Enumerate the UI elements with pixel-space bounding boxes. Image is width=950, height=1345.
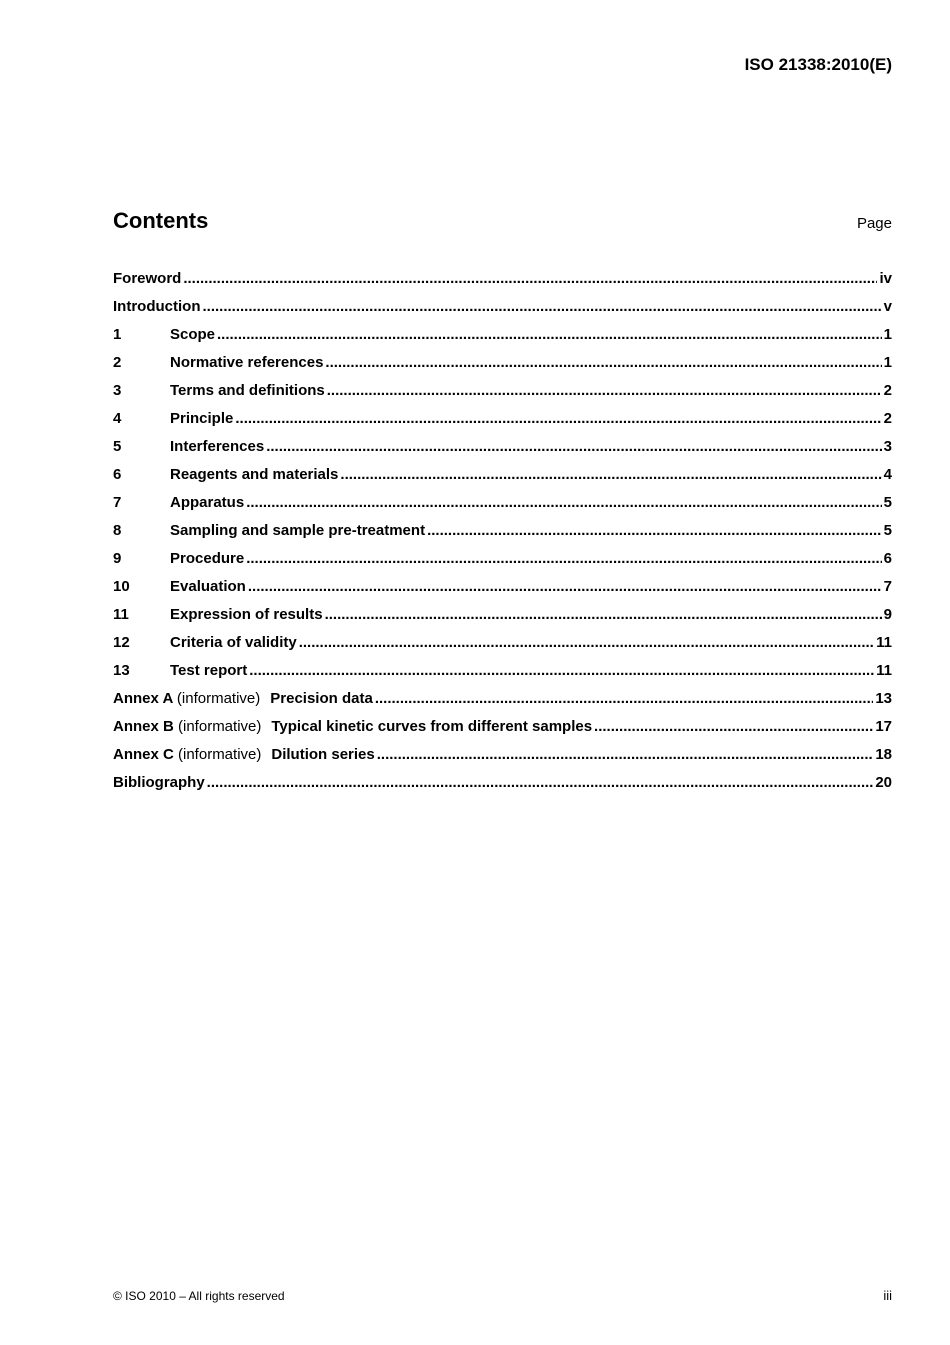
toc-entry-number: 9 [113,550,122,567]
toc-entry-title: Typical kinetic curves from different samples [271,718,593,735]
toc-dot-leader [246,489,881,517]
toc-entry-page: 17 [875,718,892,735]
toc-entry-introduction[interactable] [113,293,892,321]
toc-dot-leader [202,293,881,321]
toc-entry-title: Criteria of validity [170,634,297,651]
toc-entry-criteria-of-validity[interactable] [113,629,892,657]
toc-annex-prefix [113,685,260,713]
toc-entry-interferences[interactable] [113,433,892,461]
toc-entry-terms-and-definitions[interactable] [113,377,892,405]
toc-entry-annex-b[interactable] [113,713,892,741]
toc-dot-leader [249,657,874,685]
toc-entry-number: 11 [113,606,129,623]
toc-dot-leader [266,433,881,461]
toc-entry-page: 1 [883,326,892,343]
toc-entry-bibliography[interactable] [113,769,892,797]
toc-entry-annex-a[interactable] [113,685,892,713]
toc-dot-leader [325,349,881,377]
toc-entry-title: Foreword [113,270,182,287]
toc-entry-title: Apparatus [170,494,245,511]
toc-entry-scope[interactable] [113,321,892,349]
toc-entry-title: Principle [170,410,234,427]
toc-entry-annex-c[interactable] [113,741,892,769]
toc-entry-expression-of-results[interactable] [113,601,892,629]
toc-entry-foreword[interactable] [113,265,892,293]
toc-dot-leader [246,545,881,573]
toc-entry-number: 5 [113,438,122,455]
toc-dot-leader [207,769,874,797]
toc-entry-number: 1 [113,326,122,343]
footer-page-number: iii [883,1288,892,1303]
toc-entry-test-report[interactable] [113,657,892,685]
toc-annex-label: Annex B [113,718,174,735]
toc-entry-page: 13 [875,690,892,707]
toc-entry-procedure[interactable] [113,545,892,573]
toc-annex-prefix [113,741,261,769]
toc-entry-number: 3 [113,382,122,399]
toc-annex-type: (informative) [176,690,261,707]
toc-dot-leader [325,601,882,629]
toc-entry-page: 3 [883,438,892,455]
toc-annex-label: Annex C [113,746,174,763]
toc-entry-page: 18 [875,746,892,763]
toc-entry-title: Dilution series [271,746,375,763]
toc-entry-title: Expression of results [170,606,323,623]
toc-entry-page: 5 [883,522,892,539]
toc-dot-leader [375,685,874,713]
toc-entry-title: Terms and definitions [170,382,325,399]
footer-copyright: © ISO 2010 – All rights reserved [113,1289,285,1303]
toc-entry-title: Interferences [170,438,265,455]
toc-entry-number: 10 [113,578,130,595]
toc-entry-page: v [883,298,892,315]
toc-dot-leader [299,629,874,657]
toc-dot-leader [594,713,873,741]
toc-entry-page: 20 [875,774,892,791]
toc-entry-principle[interactable] [113,405,892,433]
toc-entry-page: 4 [883,466,892,483]
contents-heading: Contents [113,208,209,233]
toc-entry-title: Normative references [170,354,324,371]
toc-entry-page: 1 [883,354,892,371]
toc-entry-number: 2 [113,354,122,371]
toc-entry-number: 6 [113,466,122,483]
toc-entry-number: 7 [113,494,122,511]
toc-entry-title: Procedure [170,550,245,567]
toc-annex-prefix [113,713,261,741]
toc-dot-leader [217,321,882,349]
toc-entry-page: 7 [883,578,892,595]
toc-dot-leader [248,573,882,601]
toc-entry-title: Evaluation [170,578,246,595]
toc-dot-leader [327,377,882,405]
toc-entry-title: Introduction [113,298,201,315]
toc-entry-page: iv [879,270,892,287]
toc-entry-page: 2 [883,382,892,399]
toc-dot-leader [427,517,882,545]
toc-entry-page: 6 [883,550,892,567]
table-of-contents [113,265,892,797]
toc-annex-type: (informative) [178,718,262,735]
page-column-label: Page [856,215,892,232]
toc-entry-number: 4 [113,410,122,427]
toc-dot-leader [183,265,877,293]
toc-entry-number: 13 [113,662,130,679]
toc-entry-title: Scope [170,326,216,343]
toc-dot-leader [340,461,881,489]
toc-entry-page: 9 [883,606,892,623]
toc-entry-reagents-and-materials[interactable] [113,461,892,489]
toc-entry-apparatus[interactable] [113,489,892,517]
toc-entry-title: Reagents and materials [170,466,339,483]
toc-entry-sampling[interactable] [113,517,892,545]
toc-entry-title: Bibliography [113,774,205,791]
toc-dot-leader [235,405,881,433]
toc-entry-evaluation[interactable] [113,573,892,601]
toc-entry-title: Precision data [270,690,373,707]
toc-dot-leader [377,741,874,769]
toc-entry-page: 11 [876,662,892,679]
toc-entry-page: 11 [876,634,892,651]
toc-annex-label: Annex A [113,690,173,707]
toc-entry-number: 8 [113,522,122,539]
toc-annex-type: (informative) [178,746,262,763]
toc-entry-page: 5 [883,494,892,511]
toc-entry-title: Test report [170,662,248,679]
document-id: ISO 21338:2010(E) [744,55,892,74]
toc-entry-normative-references[interactable] [113,349,892,377]
toc-entry-title: Sampling and sample pre-treatment [170,522,426,539]
toc-entry-number: 12 [113,634,130,651]
toc-entry-page: 2 [883,410,892,427]
